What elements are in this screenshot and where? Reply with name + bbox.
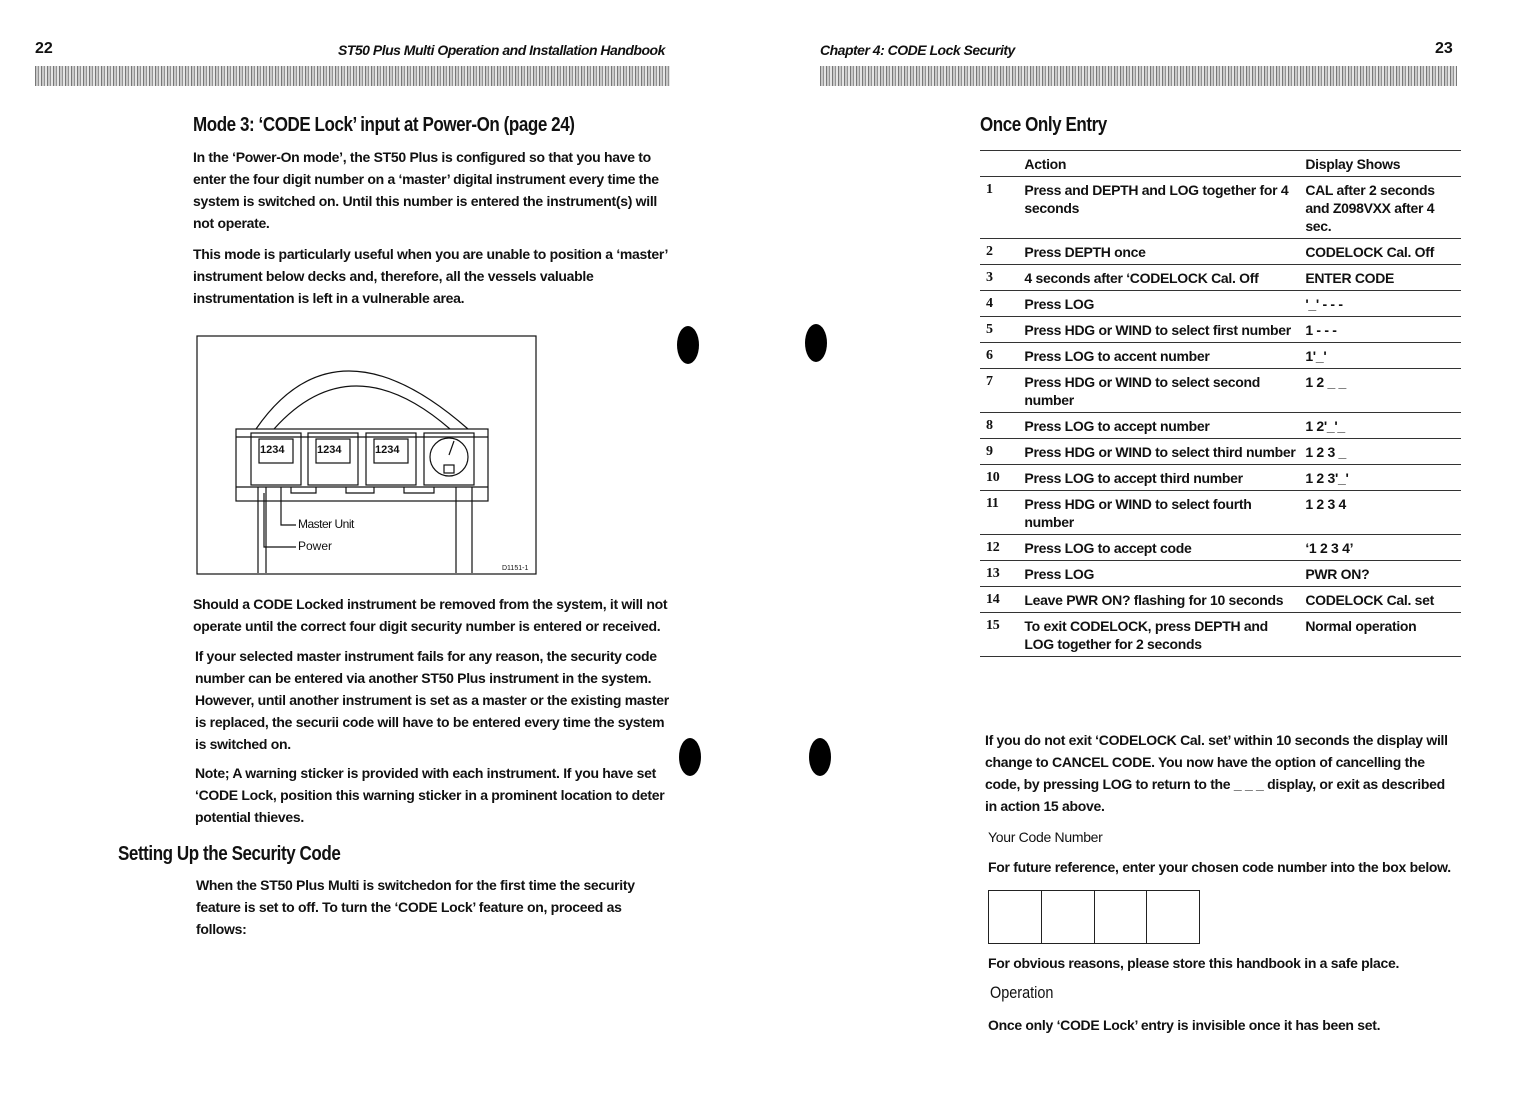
table-row <box>980 561 1461 587</box>
code-digit-cell <box>1147 891 1199 943</box>
step-number: 11 <box>980 491 1020 535</box>
step-number: 1 <box>980 177 1020 239</box>
step-display: ‘1 2 3 4’ <box>1301 535 1461 561</box>
step-number: 14 <box>980 587 1020 613</box>
step-display: CAL after 2 seconds and Z098VXX after 4 sec. <box>1301 177 1461 239</box>
step-display: 1 - - - <box>1301 317 1461 343</box>
step-number: 10 <box>980 465 1020 491</box>
step-action: Press LOG <box>1020 291 1301 317</box>
step-number: 2 <box>980 239 1020 265</box>
binding-hole <box>805 324 827 362</box>
step-action: Press and DEPTH and LOG together for 4 seconds <box>1020 177 1301 239</box>
step-display: CODELOCK Cal. Off <box>1301 239 1461 265</box>
paragraph: In the ‘Power-On mode’, the ST50 Plus is configured so that you have to enter the four digit number on a ‘master’ digital instrument every time the system is switched on. Until this number is entered the instrument(s) will not operate. <box>193 149 659 231</box>
display-digits: 1234 <box>375 444 400 456</box>
step-display: '_' - - - <box>1301 291 1461 317</box>
step-number: 6 <box>980 343 1020 369</box>
paragraph: If you do not exit ‘CODELOCK Cal. set’ within 10 seconds the display will change to CANCEL CODE. You now have the option of cancelling the code, by pressing LOG to return to the _ _ _ display, or exit as described in action 15 above. <box>985 732 1448 814</box>
column-header-display: Display Shows <box>1301 151 1461 177</box>
table-header-row <box>980 151 1461 177</box>
step-number: 5 <box>980 317 1020 343</box>
step-display: 1 2 3 _ <box>1301 439 1461 465</box>
step-action: Press HDG or WIND to select third number <box>1020 439 1301 465</box>
running-head-right: Chapter 4: CODE Lock Security <box>820 42 1015 58</box>
step-display: 1 2 3 4 <box>1301 491 1461 535</box>
step-action: Press LOG <box>1020 561 1301 587</box>
step-number: 15 <box>980 613 1020 657</box>
mode3-heading: Mode 3: ‘CODE Lock’ input at Power-On (page 24) <box>193 114 575 136</box>
table-row <box>980 535 1461 561</box>
header-band <box>35 66 670 86</box>
table-row <box>980 491 1461 535</box>
table-row <box>980 465 1461 491</box>
code-digit-cell <box>1042 891 1095 943</box>
table-row <box>980 439 1461 465</box>
binding-hole <box>677 326 699 364</box>
step-action: Press DEPTH once <box>1020 239 1301 265</box>
binding-hole <box>809 738 831 776</box>
step-display: 1 2 3'_' <box>1301 465 1461 491</box>
step-action: Press LOG to accept third number <box>1020 465 1301 491</box>
table-row <box>980 587 1461 613</box>
table-row <box>980 343 1461 369</box>
page-number-right: 23 <box>1435 40 1453 57</box>
table-row <box>980 317 1461 343</box>
step-action: Press HDG or WIND to select fourth number <box>1020 491 1301 535</box>
step-display: 1 2 _ _ <box>1301 369 1461 413</box>
column-header-action: Action <box>1020 151 1301 177</box>
table-row <box>980 265 1461 291</box>
paragraph: When the ST50 Plus Multi is switchedon for the first time the security feature is set to off. To turn the ‘CODE Lock’ feature on, proceed as follows: <box>196 877 635 937</box>
table-row <box>980 613 1461 657</box>
table-row <box>980 369 1461 413</box>
step-action: Press HDG or WIND to select first number <box>1020 317 1301 343</box>
page-number-left: 22 <box>35 40 53 57</box>
setup-heading: Setting Up the Security Code <box>118 843 341 865</box>
step-number: 9 <box>980 439 1020 465</box>
paragraph: Note; A warning sticker is provided with each instrument. If you have set ‘CODE Lock, position this warning sticker in a prominent location to deter potential thieves. <box>195 765 665 825</box>
step-action: Press HDG or WIND to select second number <box>1020 369 1301 413</box>
step-number: 13 <box>980 561 1020 587</box>
operation-heading: Operation <box>990 983 1054 1002</box>
paragraph: Should a CODE Locked instrument be removed from the system, it will not operate until the correct four digit security number is entered or received. <box>193 596 668 634</box>
paragraph: If your selected master instrument fails for any reason, the security code number can be entered via another ST50 Plus instrument in the system. However, until another instrument is set as a master or the existing master is replaced, the securii code will have to be entered every time the system is switched on. <box>195 648 669 752</box>
step-action: 4 seconds after ‘CODELOCK Cal. Off <box>1020 265 1301 291</box>
figure-id: D1151-1 <box>502 565 529 572</box>
step-display: Normal operation <box>1301 613 1461 657</box>
code-number-heading: Your Code Number <box>988 829 1103 845</box>
step-number: 3 <box>980 265 1020 291</box>
label-power: Power <box>298 539 333 553</box>
step-number: 8 <box>980 413 1020 439</box>
step-action: Press LOG to accent number <box>1020 343 1301 369</box>
step-action: Leave PWR ON? flashing for 10 seconds <box>1020 587 1301 613</box>
table-row <box>980 177 1461 239</box>
table-row <box>980 291 1461 317</box>
label-master-unit: Master Unit <box>298 517 354 531</box>
paragraph: For future reference, enter your chosen code number into the box below. <box>988 859 1451 875</box>
header-band <box>820 66 1457 86</box>
paragraph: Once only ‘CODE Lock’ entry is invisible once it has been set. <box>988 1017 1381 1033</box>
step-action: Press LOG to accept number <box>1020 413 1301 439</box>
binding-hole <box>679 738 701 776</box>
paragraph: This mode is particularly useful when you are unable to position a ‘master’ instrument below decks and, therefore, all the vessels valuable instrumentation is left in a vulnerable area. <box>193 246 668 306</box>
running-head-left: ST50 Plus Multi Operation and Installation Handbook <box>338 42 665 58</box>
step-display: CODELOCK Cal. set <box>1301 587 1461 613</box>
table-row <box>980 413 1461 439</box>
once-only-heading: Once Only Entry <box>980 114 1107 136</box>
step-number: 4 <box>980 291 1020 317</box>
instrument-diagram <box>196 333 538 576</box>
table-row <box>980 239 1461 265</box>
code-digit-cell <box>989 891 1042 943</box>
display-digits: 1234 <box>317 444 342 456</box>
procedure-table <box>980 150 1461 657</box>
step-display: PWR ON? <box>1301 561 1461 587</box>
paragraph: For obvious reasons, please store this handbook in a safe place. <box>988 955 1400 971</box>
step-action: To exit CODELOCK, press DEPTH and LOG together for 2 seconds <box>1020 613 1301 657</box>
step-number: 12 <box>980 535 1020 561</box>
step-display: ENTER CODE <box>1301 265 1461 291</box>
step-display: 1 2'_'_ <box>1301 413 1461 439</box>
step-display: 1'_' <box>1301 343 1461 369</box>
code-digit-cell <box>1095 891 1148 943</box>
step-number: 7 <box>980 369 1020 413</box>
code-entry-box <box>988 890 1200 944</box>
display-digits: 1234 <box>260 444 285 456</box>
step-action: Press LOG to accept code <box>1020 535 1301 561</box>
